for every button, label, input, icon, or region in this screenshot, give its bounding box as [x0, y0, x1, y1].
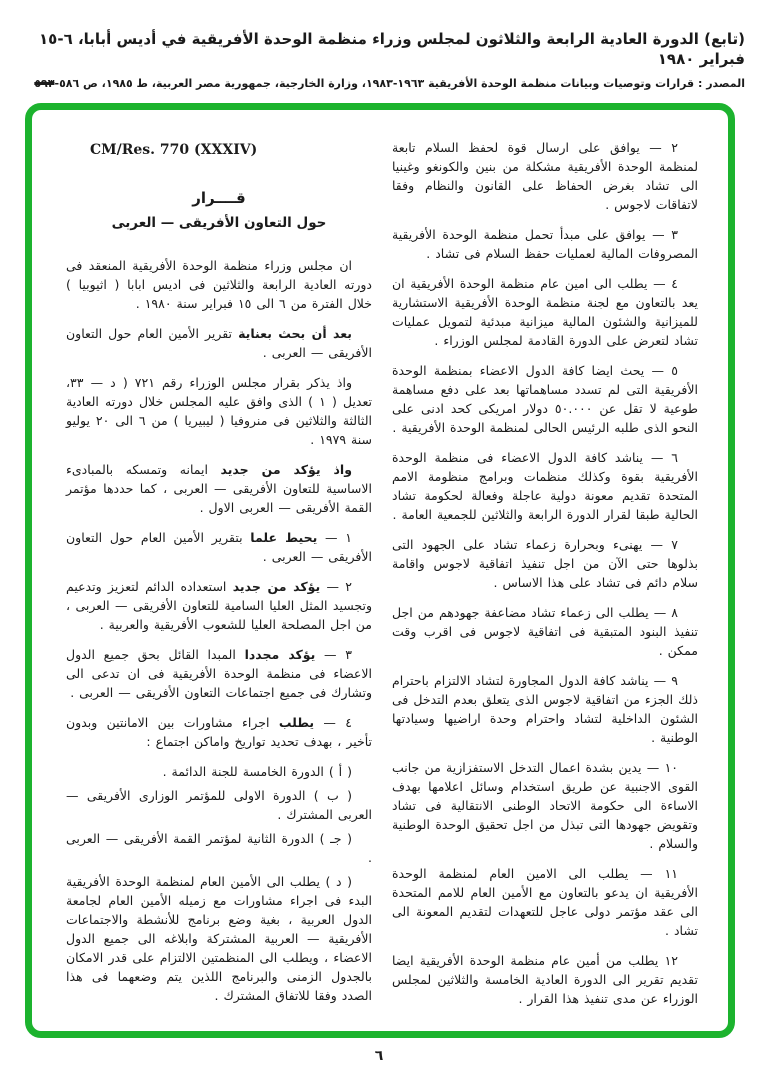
- paragraph: [66, 528, 372, 566]
- left-column-resolution: [66, 138, 372, 1021]
- paragraph: [392, 361, 698, 437]
- source-struck-number: ٥٩٣: [34, 77, 55, 90]
- paragraph-text: ٢ — يوافق على ارسال قوة لحفظ السلام تابعة لمنظمة الوحدة الأفريقية مشكلة من بنين والكونغو وغينيا الى تشاد بغرض الحفاظ على القانون والنظام وفقا لاتفاقات لاجوس .: [392, 140, 698, 212]
- paragraph-text: ٧ — يهنىء وبحرارة زعماء تشاد على الجهود التى بذلوها حتى الآن من اجل تنفيذ اتفاقية لاجوس واقامة سلام دائم فى تشاد على هذا الاساس .: [392, 537, 698, 590]
- paragraph: [392, 138, 698, 214]
- paragraph: [392, 758, 698, 853]
- paragraph: [66, 373, 372, 449]
- paragraph-text: ( ب ) الدورة الاولى للمؤتمر الوزارى الأفريقى — العربى المشترك .: [66, 787, 372, 822]
- resolution-subtitle: حول التعاون الأفريقى — العربى: [111, 215, 327, 232]
- paragraph-text: تقرير الأمين العام حول التعاون الأفريقى — العربى .: [66, 325, 372, 360]
- paragraph-text: ٣ — يوافق على مبدأ تحمل منظمة الوحدة الأفريقية المصروفات المالية لعمليات حفظ السلام فى تشاد .: [392, 227, 698, 261]
- paragraph: [392, 225, 698, 263]
- paragraph: [66, 324, 372, 362]
- paragraph-text: ( جـ ) الدورة الثانية لمؤتمر القمة الأفريقى — العربى .: [66, 830, 372, 865]
- paragraph-text: المبدا القائل بحق جميع الدول الاعضاء فى منظمة الوحدة الأفريقية فى ان تدعى الى وتشارك فى جميع اجتماعات التعاون الأفريقى — العربى .: [66, 646, 372, 700]
- paragraph: [66, 713, 372, 751]
- right-column-continuation: [392, 138, 698, 1021]
- paragraph-text: اجراء مشاورات بين الامانتين وبدون تأخير ، بهدف تحديد تواريخ واماكن اجتماع :: [66, 714, 372, 749]
- paragraph: [66, 460, 372, 517]
- resolution-body: [66, 256, 372, 1005]
- paragraph-text: ايمانه وتمسكه بالمبادىء الاساسية للتعاون الأفريقى — العربى ، كما حددها مؤتمر القمة الأفريقى — العربى الاول .: [66, 461, 372, 515]
- paragraph: [392, 671, 698, 747]
- paragraph-text: ١٢ يطلب من أمين عام منظمة الوحدة الأفريقية ايضا تقديم تقرير الى الدورة العادية الخامسة والثلاثين لمجلس الوزراء عن مدى تنفيذ هذا القرار .: [392, 953, 698, 1006]
- paragraph-text: ٨ — يطلب الى زعماء تشاد مضاعفة جهودهم من اجل تنفيذ البنود المتبقية فى اتفاقية لاجوس فى اقرب وقت ممكن .: [392, 605, 698, 658]
- paragraph-text: ٩ — يناشد كافة الدول المجاورة لتشاد الالتزام باحترام ذلك الجزء من اتفاقية لاجوس الذى يتعلق بعدم التدخل فى الشئون الداخلية لتشاد واحترام وحدة اراضيها وسيادتها الوطنية .: [392, 673, 698, 745]
- paragraph-text: ٤ — يطلب الى امين عام منظمة الوحدة الأفريقية ان يعد بالتعاون مع لجنة منظمة الوحدة الأفريقية الاستشارية للميزانية والشئون المالية ميزانية مبدئية لتمويل عمليات تشاد لتعرض على الدورة القادمة لمجلس الوزراء .: [392, 276, 698, 348]
- paragraph-text: ان مجلس وزراء منظمة الوحدة الأفريقية المنعقد فى دورته العادية الرابعة والثلاثين فى اديس ابابا ( اثيوبيا ) خلال الفترة من ٦ الى ١٥ فبراير سنة ١٩٨٠ .: [66, 257, 372, 311]
- paragraph-text: ١ —: [317, 529, 352, 545]
- paragraph: [66, 829, 372, 867]
- paragraph-text: ٣ —: [315, 646, 352, 662]
- paragraph-bold-lead: يؤكد مجددا: [244, 646, 316, 662]
- page-number: ٦: [374, 1048, 384, 1064]
- paragraph-text: استعداده الدائم لتعزيز وتدعيم وتجسيد المثل العليا السامية للتعاون الأفريقى — العربى ، من اجل المصلحة العليا للشعوب الأفريقية والعربية .: [66, 578, 372, 632]
- paragraph-text: ( أ ) الدورة الخامسة للجنة الدائمة .: [162, 763, 352, 779]
- paragraph-bold-lead: بعد أن بحث بعناية: [238, 325, 352, 341]
- paragraph: [392, 951, 698, 1008]
- paragraph: [66, 872, 372, 1005]
- session-title: (تابع) الدورة العادية الرابعة والثلاثون لمجلس وزراء منظمة الوحدة الأفريقية في أديس أبابا، ٦-١٥ فبراير ١٩٨٠: [39, 30, 745, 68]
- paragraph: [66, 577, 372, 634]
- paragraph: [66, 256, 372, 313]
- paragraph: [66, 786, 372, 824]
- paragraph: [392, 864, 698, 940]
- paragraph-text: ١٠ — يدين بشدة اعمال التدخل الاستفزازية من جانب القوى الاجنبية عن طريق استخدام وسائل اعلامها بهدف الاساءة الى حكومة الاتحاد الوطنى الانتقالية فى تشاد وتقويض جهودها التى تبذل من اجل تحقيق الوحدة الوطنية والسلام .: [392, 760, 698, 851]
- paragraph-text: ٦ — يناشد كافة الدول الاعضاء فى منظمة الوحدة الأفريقية بقوة وكذلك منظمات وبرامج منظومة الامم المتحدة تقديم معونة دولية عاجلة وفعالة لحكومة تشاد الحالية طبقا لقرار الدورة الرابعة والثلاثين للجمعية العامة .: [392, 450, 698, 522]
- paragraph: [66, 762, 372, 781]
- source-text: المصدر : قرارات وتوصيات وبيانات منظمة الوحدة الأفريقية ١٩٦٣-١٩٨٣، وزارة الخارجية، جمهورية مصر العربية، ط ١٩٨٥، ص ٥٨٦-: [54, 77, 745, 90]
- paragraph-bold-lead: يحيط علما: [250, 529, 318, 545]
- resolution-title: قــــرار: [192, 189, 246, 208]
- paragraph-text: ٤ —: [314, 714, 352, 730]
- paragraph-text: ( د ) يطلب الى الأمين العام لمنظمة الوحدة الأفريقية البدء فى اجراء مشاورات مع زميله الأمين العام لجامعة الدول العربية ، بغية وضع برنامج للأنشطة والاجتماعات الأفريقية — العربية المشتركة وابلاغه الى جميع الدول الاعضاء ، ويطلب الى المنظمتين الالتزام على قدر الامكان بالجدول الزمنى والبرنامج اللذين يتم وضعهما فى هذا الصدد وفقا للاتفاق المشترك .: [66, 873, 372, 1003]
- paragraph-text: ٥ — يحث ايضا كافة الدول الاعضاء بمنظمة الوحدة الأفريقية التى لم تسدد مساهماتها بعد على دفع مساهمة طوعية لا تقل عن ٥٠.٠٠٠ دولار امريكى كحد ادنى على النحو الذى طلبه الرئيس الحالى لمنظمة الوحدة الأفريقية .: [392, 363, 698, 435]
- paragraph-bold-lead: واذ يؤكد من جديد: [220, 461, 352, 477]
- page-header: [14, 30, 745, 91]
- paragraph-bold-lead: يطلب: [278, 714, 315, 730]
- paragraph: [392, 603, 698, 660]
- paragraph-text: واذ يذكر بقرار مجلس الوزراء رقم ٧٢١ ( د — ٣٣، تعديل ( ١ ) الذى وافق عليه المجلس خلال دورته العادية الثالثة والثلاثين فى منروفيا ( ليبيريا ) من ٦ الى ٢٠ يوليو سنة ١٩٧٩ .: [66, 374, 372, 447]
- content-frame: [25, 103, 735, 1038]
- paragraph: [66, 645, 372, 702]
- paragraph-text: ٢ —: [320, 578, 353, 594]
- paragraph: [392, 274, 698, 350]
- two-column-layout: [32, 110, 728, 1031]
- source-line: [14, 77, 745, 91]
- paragraph-bold-lead: يؤكد من جديد: [232, 578, 321, 594]
- paragraph: [392, 535, 698, 592]
- paragraph: [392, 448, 698, 524]
- paragraph-text: بتقرير الأمين العام حول التعاون الأفريقى — العربى .: [66, 529, 372, 564]
- paragraph-text: ١١ — يطلب الى الامين العام لمنظمة الوحدة الأفريقية ان يدعو بالتعاون مع الأمين العام للامم المتحدة الى عقد مؤتمر دولى عاجل للتعهدات لتقديم المعونة الى تشاد .: [392, 866, 698, 938]
- resolution-reference: CM/Res. 770 (XXXIV): [90, 142, 258, 158]
